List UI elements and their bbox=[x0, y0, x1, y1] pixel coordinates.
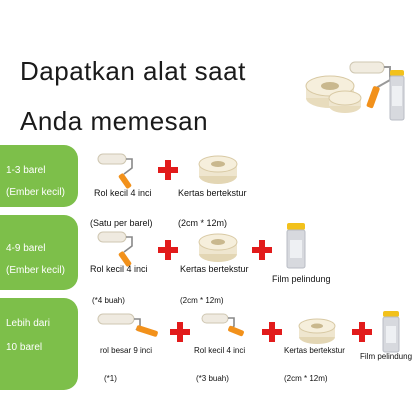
tier-3-band bbox=[0, 298, 78, 390]
tier-1-band bbox=[0, 145, 78, 207]
protective-film-icon bbox=[284, 222, 308, 270]
masking-tape-icon bbox=[196, 150, 240, 186]
paint-roller-icon bbox=[96, 150, 142, 190]
masking-tape-icon bbox=[196, 228, 240, 264]
plus-icon bbox=[352, 322, 372, 342]
headline-line-1: Dapatkan alat saat bbox=[20, 56, 246, 86]
plus-icon bbox=[170, 322, 190, 342]
tier-3-item-4-label: Film pelindung bbox=[360, 352, 413, 361]
tier-3-line-2: 10 barel bbox=[6, 342, 43, 353]
tier-2-line-2: (Ember kecil) bbox=[6, 265, 65, 276]
protective-film-icon bbox=[380, 310, 402, 354]
tier-2-line-1: 4-9 barel bbox=[6, 243, 46, 254]
tier-3-item-3-label: Kertas bertekstur bbox=[284, 346, 345, 355]
tier-2-item-2-label: Kertas bertekstur bbox=[180, 264, 249, 274]
tier-2-band bbox=[0, 215, 78, 290]
tier-3-item-2-label: Rol kecil 4 inci bbox=[194, 346, 246, 355]
plus-icon bbox=[158, 240, 178, 260]
plus-icon bbox=[252, 240, 272, 260]
tier-2-item-1-label: Rol kecil 4 inci bbox=[90, 264, 148, 274]
tier-1-item-1-label: Rol kecil 4 inci bbox=[94, 188, 152, 198]
paint-roller-icon bbox=[200, 310, 246, 346]
tier-2-note-1: (Satu per barel) bbox=[90, 218, 153, 228]
headline-line-2: Anda memesan bbox=[20, 106, 209, 136]
plus-icon bbox=[262, 322, 282, 342]
paint-roller-icon bbox=[96, 310, 164, 346]
tier-3-note-1: (*4 buah) bbox=[92, 296, 125, 305]
tier-3-item-1-label: rol besar 9 inci bbox=[100, 346, 153, 355]
tier-1-line-1: 1-3 barel bbox=[6, 165, 46, 176]
paint-roller-icon bbox=[96, 228, 142, 268]
tier-2-note-2: (2cm * 12m) bbox=[178, 218, 228, 228]
tape-roller-film-bundle-icon bbox=[300, 56, 410, 126]
tier-3-line-1: Lebih dari bbox=[6, 318, 50, 329]
tier-3-item-3-note: (2cm * 12m) bbox=[284, 374, 328, 383]
tier-3-note-2: (2cm * 12m) bbox=[180, 296, 224, 305]
tier-3-item-1-note: (*1) bbox=[104, 374, 117, 383]
tier-2-item-3-label: Film pelindung bbox=[272, 274, 331, 284]
plus-icon bbox=[158, 160, 178, 180]
tier-1-item-2-label: Kertas bertekstur bbox=[178, 188, 247, 198]
tier-3-item-2-note: (*3 buah) bbox=[196, 374, 229, 383]
tier-1-line-2: (Ember kecil) bbox=[6, 187, 65, 198]
masking-tape-icon bbox=[296, 314, 338, 346]
